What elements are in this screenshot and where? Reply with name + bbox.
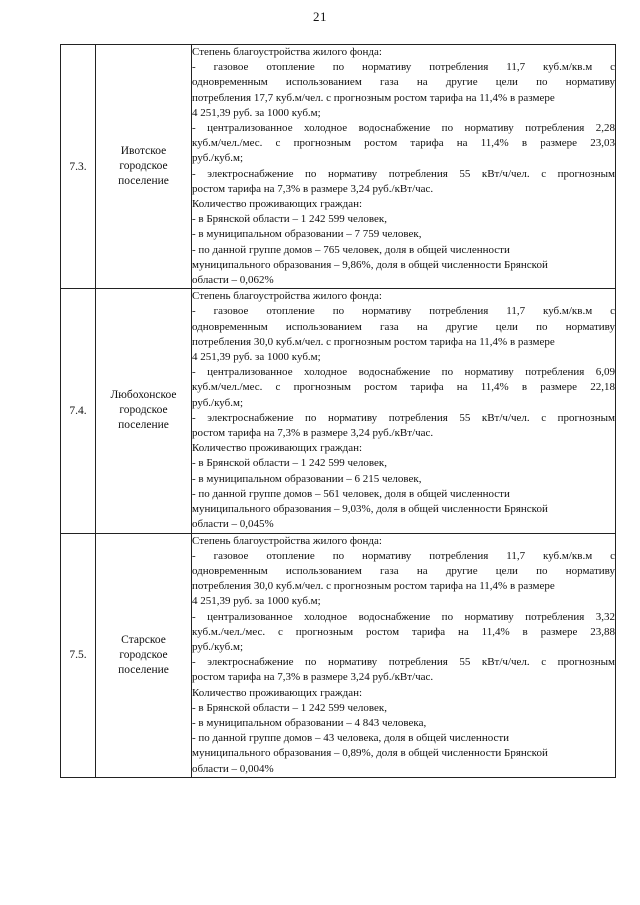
description-line: потребления 30,0 куб.м/чел. с прогнозным ростом тарифа на 11,4% в размере: [192, 335, 555, 348]
description-line: - в Брянской области – 1 242 599 человек,: [192, 213, 387, 226]
description-line: области – 0,004%: [192, 762, 274, 775]
description-line: 4 251,39 руб. за 1000 куб.м;: [192, 351, 321, 364]
description-line: одновременным использованием газа на другие цели по нормативу: [192, 76, 615, 89]
description-line: 4 251,39 руб. за 1000 куб.м;: [192, 595, 321, 608]
description-line: руб./куб.м;: [192, 640, 244, 653]
description-line: - газовое отопление по нормативу потребления 11,7 куб.м/кв.м с: [192, 305, 615, 318]
row-number: 7.3.: [61, 45, 96, 289]
description-line: - электроснабжение по нормативу потребления 55 кВт/ч/чел. с прогнозным: [192, 167, 615, 180]
settlement-name-line: городское: [119, 160, 168, 173]
description-line: - централизованное холодное водоснабжение по нормативу потребления 6,09: [192, 366, 615, 379]
description-line: муниципального образования – 0,89%, доля в общей численности Брянской: [192, 747, 548, 760]
settlement-name: [96, 45, 192, 289]
description-line: - электроснабжение по нормативу потребления 55 кВт/ч/чел. с прогнозным: [192, 656, 615, 669]
description-line: руб./куб.м;: [192, 152, 244, 165]
description-line: - в Брянской области – 1 242 599 человек,: [192, 701, 387, 714]
description-line: области – 0,062%: [192, 274, 274, 287]
description-line: 4 251,39 руб. за 1000 куб.м;: [192, 106, 321, 119]
description-line: ростом тарифа на 7,3% в размере 3,24 руб./кВт/час.: [192, 671, 434, 684]
settlement-name-line: городское: [119, 404, 168, 417]
description-line: - электроснабжение по нормативу потребления 55 кВт/ч/чел. с прогнозным: [192, 411, 615, 424]
description-line: - газовое отопление по нормативу потребления 11,7 куб.м/кв.м с: [192, 549, 615, 562]
description-line: Количество проживающих граждан:: [192, 686, 363, 699]
data-table: [60, 44, 616, 778]
table-body: [61, 45, 616, 778]
description-line: Степень благоустройства жилого фонда:: [192, 534, 382, 547]
description-line: руб./куб.м;: [192, 396, 244, 409]
description-line: ростом тарифа на 7,3% в размере 3,24 руб./кВт/час.: [192, 182, 434, 195]
description-line: Степень благоустройства жилого фонда:: [192, 46, 382, 58]
table-row: [61, 45, 616, 289]
row-description: [192, 533, 616, 777]
description-line: муниципального образования – 9,86%, доля в общей численности Брянской: [192, 258, 548, 271]
settlement-name-line: Любохонское: [110, 389, 177, 402]
table-row: [61, 533, 616, 777]
description-line: Количество проживающих граждан:: [192, 198, 363, 211]
description-line: куб.м/чел./мес. с прогнозным ростом тарифа на 11,4% в размере 22,18: [192, 381, 615, 394]
row-number: 7.4.: [61, 289, 96, 533]
description-line: - газовое отопление по нормативу потребления 11,7 куб.м/кв.м с: [192, 61, 615, 74]
settlement-name: [96, 289, 192, 533]
description-line: одновременным использованием газа на другие цели по нормативу: [192, 564, 615, 577]
description-line: - в Брянской области – 1 242 599 человек,: [192, 457, 387, 470]
settlement-name-line: поселение: [118, 663, 169, 676]
description-line: Степень благоустройства жилого фонда:: [192, 290, 382, 303]
settlement-name: [96, 533, 192, 777]
settlement-name-line: городское: [119, 648, 168, 661]
description-line: куб.м./чел./мес. с прогнозным ростом тарифа на 11,4% в размере 23,88: [192, 625, 615, 638]
description-line: - в муниципальном образовании – 7 759 человек,: [192, 228, 422, 241]
row-description: [192, 45, 616, 289]
settlement-name-line: поселение: [118, 175, 169, 188]
description-line: области – 0,045%: [192, 518, 274, 531]
settlement-name-line: Ивотское: [120, 145, 167, 158]
row-number: 7.5.: [61, 533, 96, 777]
description-line: Количество проживающих граждан:: [192, 442, 363, 455]
page-number: 21: [313, 9, 327, 24]
description-line: потребления 17,7 куб.м/чел. с прогнозным ростом тарифа на 11,4% в размере: [192, 91, 555, 104]
description-line: ростом тарифа на 7,3% в размере 3,24 руб./кВт/час.: [192, 427, 434, 440]
description-line: - в муниципальном образовании – 4 843 человека,: [192, 716, 427, 729]
table-row: [61, 289, 616, 533]
description-line: муниципального образования – 9,03%, доля в общей численности Брянской: [192, 503, 548, 516]
description-line: одновременным использованием газа на другие цели по нормативу: [192, 320, 615, 333]
row-description: [192, 289, 616, 533]
description-line: - по данной группе домов – 43 человека, доля в общей численности: [192, 732, 510, 745]
description-line: - централизованное холодное водоснабжение по нормативу потребления 3,32: [192, 610, 615, 623]
settlement-name-line: поселение: [118, 419, 169, 432]
description-line: - по данной группе домов – 561 человек, доля в общей численности: [192, 487, 510, 500]
description-line: - централизованное холодное водоснабжение по нормативу потребления 2,28: [192, 122, 615, 135]
description-line: - по данной группе домов – 765 человек, доля в общей численности: [192, 243, 510, 256]
description-line: куб.м/чел./мес. с прогнозным ростом тарифа на 11,4% в размере 23,03: [192, 137, 615, 150]
description-line: потребления 30,0 куб.м/чел. с прогнозным ростом тарифа на 11,4% в размере: [192, 580, 555, 593]
description-line: - в муниципальном образовании – 6 215 человек,: [192, 472, 422, 485]
settlement-name-line: Старское: [121, 633, 166, 646]
